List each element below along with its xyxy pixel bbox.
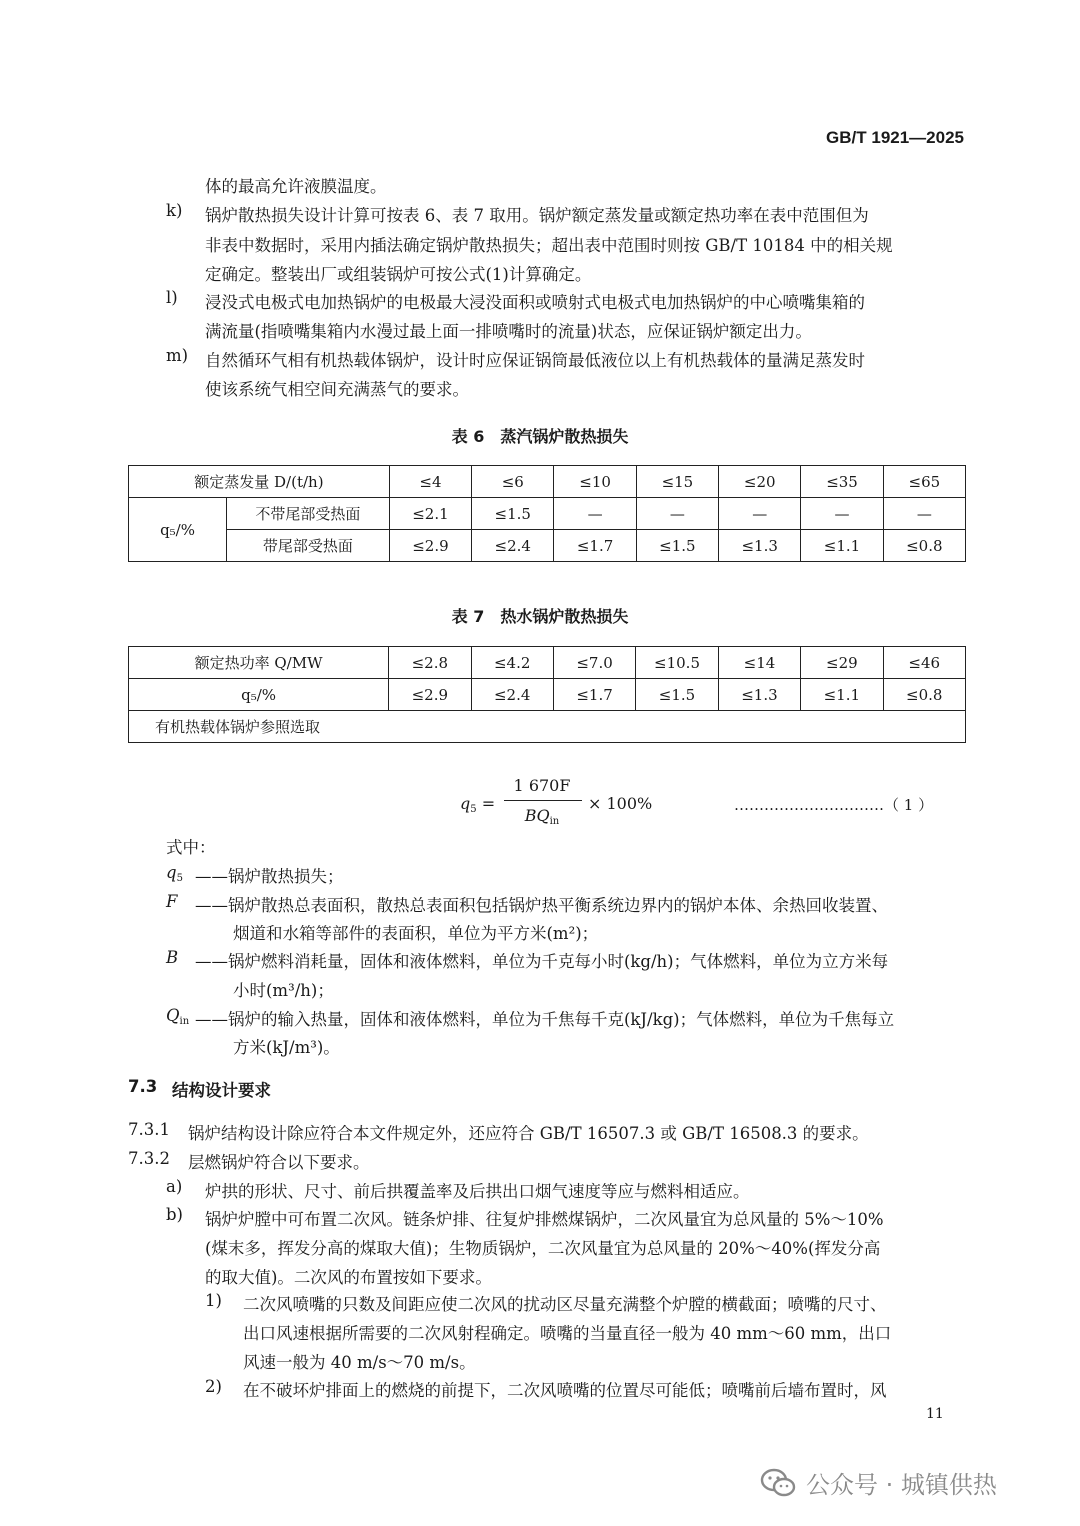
table6-header-row [129,466,966,498]
table6-caption: 表 6 蒸汽锅炉散热损失 [451,427,629,446]
table-cell: ≤1.3 [719,530,801,562]
table7-header-row [129,647,966,679]
desc-F-line-1: ——锅炉散热总表面积，散热总表面积包括锅炉热平衡系统边界内的锅炉本体、余热回收装置、 [195,896,888,915]
formula-lhs: q5 = [460,794,496,815]
clause-7-3-2-number: 7.3.2 [128,1149,170,1168]
item-a-label: a) [166,1177,183,1196]
clause-7-3-2-text: 层燃锅炉符合以下要求。 [188,1153,370,1172]
table-cell: ≤2.9 [389,530,471,562]
table-cell: ≤0.8 [883,530,965,562]
table-cell: ≤2.4 [471,679,553,711]
table-cell: ≤1.1 [801,679,883,711]
desc-F-line-2: 烟道和水箱等部件的表面积，单位为平方米(m²)； [233,924,599,943]
formula-denominator: BQin [524,806,560,827]
table-cell: ≤1.3 [718,679,800,711]
table6-header-cell: ≤20 [719,466,801,498]
table6-header-cell: ≤65 [883,466,965,498]
item-b-line-3: 的取大值)。二次风的布置按如下要求。 [205,1268,492,1287]
desc-B-line-2: 小时(m³/h)； [233,981,334,1000]
item-b-label: b) [166,1205,183,1224]
item-b1-line-3: 风速一般为 40 m/s～70 m/s。 [243,1353,476,1372]
item-b-line-2: (煤末多，挥发分高的煤取大值)；生物质锅炉，二次风量宜为总风量的 20%～40%(挥发分高 [205,1239,881,1258]
clause-7-3-1-text: 锅炉结构设计除应符合本文件规定外，还应符合 GB/T 16507.3 或 GB/T 16508.3 的要求。 [188,1124,869,1143]
table7-header-cell: ≤4.2 [471,647,553,679]
table6-header-cell: ≤6 [472,466,554,498]
table6 [128,465,966,562]
formula-number: …………………………（ 1 ） [734,796,934,814]
table7-row-label: q₅/% [129,679,389,711]
table7-header-cell: ≤14 [718,647,800,679]
table6-header-cell: ≤35 [801,466,883,498]
section-7-3-title: 结构设计要求 [172,1081,271,1100]
table-cell: ≤2.4 [472,530,554,562]
desc-B-line-1: ——锅炉燃料消耗量，固体和液体燃料，单位为千克每小时(kg/h)；气体燃料，单位为立方米每 [195,952,889,971]
fraction-bar [504,800,582,801]
item-k-line-2: 非表中数据时，采用内插法确定锅炉散热损失；超出表中范围时则按 GB/T 10184 中的相关规 [205,236,893,255]
table7-header-cell: ≤29 [801,647,883,679]
table7 [128,646,966,743]
table-row [129,679,966,711]
table-cell: ≤2.1 [389,498,471,530]
desc-Qin-line-1: ——锅炉的输入热量，固体和液体燃料，单位为千焦每千克(kJ/kg)；气体燃料，单位为千焦每立 [195,1010,895,1029]
table7-header-cell: ≤7.0 [553,647,635,679]
desc-Qin-line-2: 方米(kJ/m³)。 [233,1038,340,1057]
table-cell: ≤1.7 [554,530,636,562]
watermark [760,1465,997,1500]
table-cell: ≤0.8 [883,679,965,711]
table-row [129,711,966,743]
table6-row-label: 带尾部受热面 [227,530,390,562]
table7-header-cell: ≤10.5 [636,647,719,679]
desc-q5: ——锅炉散热损失； [195,867,344,886]
symbol-q5: q5 [166,863,183,884]
table7-header-label: 额定热功率 Q/MW [129,647,389,679]
page-number: 11 [926,1406,944,1422]
table-row [129,530,966,562]
item-m-label: m) [166,346,189,365]
table-cell: — [636,498,718,530]
formula-1 [460,776,660,832]
item-m-line-2: 使该系统气相空间充满蒸气的要求。 [205,380,469,399]
watermark-text: 公众号 · 城镇供热 [806,1471,997,1499]
item-k-line-3: 定确定。整装出厂或组装锅炉可按公式(1)计算确定。 [205,265,592,284]
table6-row-label: 不带尾部受热面 [227,498,390,530]
item-l-label: l) [166,288,178,307]
item-b2-label: 2) [205,1377,222,1396]
table6-row-group-label: q₅/% [129,498,227,562]
wechat-icon [760,1468,796,1498]
item-a-text: 炉拱的形状、尺寸、前后拱覆盖率及后拱出口烟气速度等应与燃料相适应。 [205,1182,750,1201]
table7-note: 有机热载体锅炉参照选取 [129,711,966,743]
section-7-3-number: 7.3 [128,1077,158,1096]
table-cell: — [554,498,636,530]
formula-numerator: 1 670F [513,776,571,795]
table-cell: — [801,498,883,530]
table-cell: ≤1.5 [636,679,719,711]
table-row [129,498,966,530]
symbol-B: B [166,948,179,967]
table6-header-cell: ≤4 [389,466,471,498]
item-b1-line-1: 二次风喷嘴的只数及间距应使二次风的扰动区尽量充满整个炉膛的横截面；喷嘴的尺寸、 [243,1295,887,1314]
formula-factor: × 100% [588,794,653,813]
symbol-F: F [166,892,178,911]
item-b1-label: 1) [205,1291,222,1310]
item-b-line-1: 锅炉炉膛中可布置二次风。链条炉排、往复炉排燃煤锅炉，二次风量宜为总风量的 5%～10% [205,1210,884,1229]
symbol-Qin: Qin [166,1006,190,1027]
table7-caption: 表 7 热水锅炉散热损失 [451,607,629,626]
table-cell: — [883,498,965,530]
item-j-continuation: 体的最高允许液膜温度。 [205,177,387,196]
item-b1-line-2: 出口风速根据所需要的二次风射程确定。喷嘴的当量直径一般为 40 mm～60 mm，出口 [243,1324,892,1343]
item-k-label: k) [166,201,183,220]
table7-header-cell: ≤46 [883,647,965,679]
item-b2-text: 在不破坏炉排面上的燃烧的前提下，二次风喷嘴的位置尽可能低；喷嘴前后墙布置时，风 [243,1381,887,1400]
table6-header-cell: ≤10 [554,466,636,498]
table6-header-label: 额定蒸发量 D/(t/h) [129,466,390,498]
table6-header-cell: ≤15 [636,466,718,498]
item-l-line-1: 浸没式电极式电加热锅炉的电极最大浸没面积或喷射式电极式电加热锅炉的中心喷嘴集箱的 [205,293,865,312]
table-cell: — [719,498,801,530]
where-intro: 式中： [166,838,216,857]
item-m-line-1: 自然循环气相有机热载体锅炉，设计时应保证锅筒最低液位以上有机热载体的量满足蒸发时 [205,351,865,370]
item-k-line-1: 锅炉散热损失设计计算可按表 6、表 7 取用。锅炉额定蒸发量或额定热功率在表中范围但为 [205,206,869,225]
item-l-line-2: 满流量(指喷嘴集箱内水漫过最上面一排喷嘴时的流量)状态，应保证锅炉额定出力。 [205,322,812,341]
standard-code: GB/T 1921—2025 [826,128,964,147]
table-cell: ≤1.7 [553,679,635,711]
clause-7-3-1-number: 7.3.1 [128,1120,170,1139]
table-cell: ≤1.1 [801,530,883,562]
table-cell: ≤2.9 [389,679,471,711]
table-cell: ≤1.5 [472,498,554,530]
table7-header-cell: ≤2.8 [389,647,471,679]
table-cell: ≤1.5 [636,530,718,562]
